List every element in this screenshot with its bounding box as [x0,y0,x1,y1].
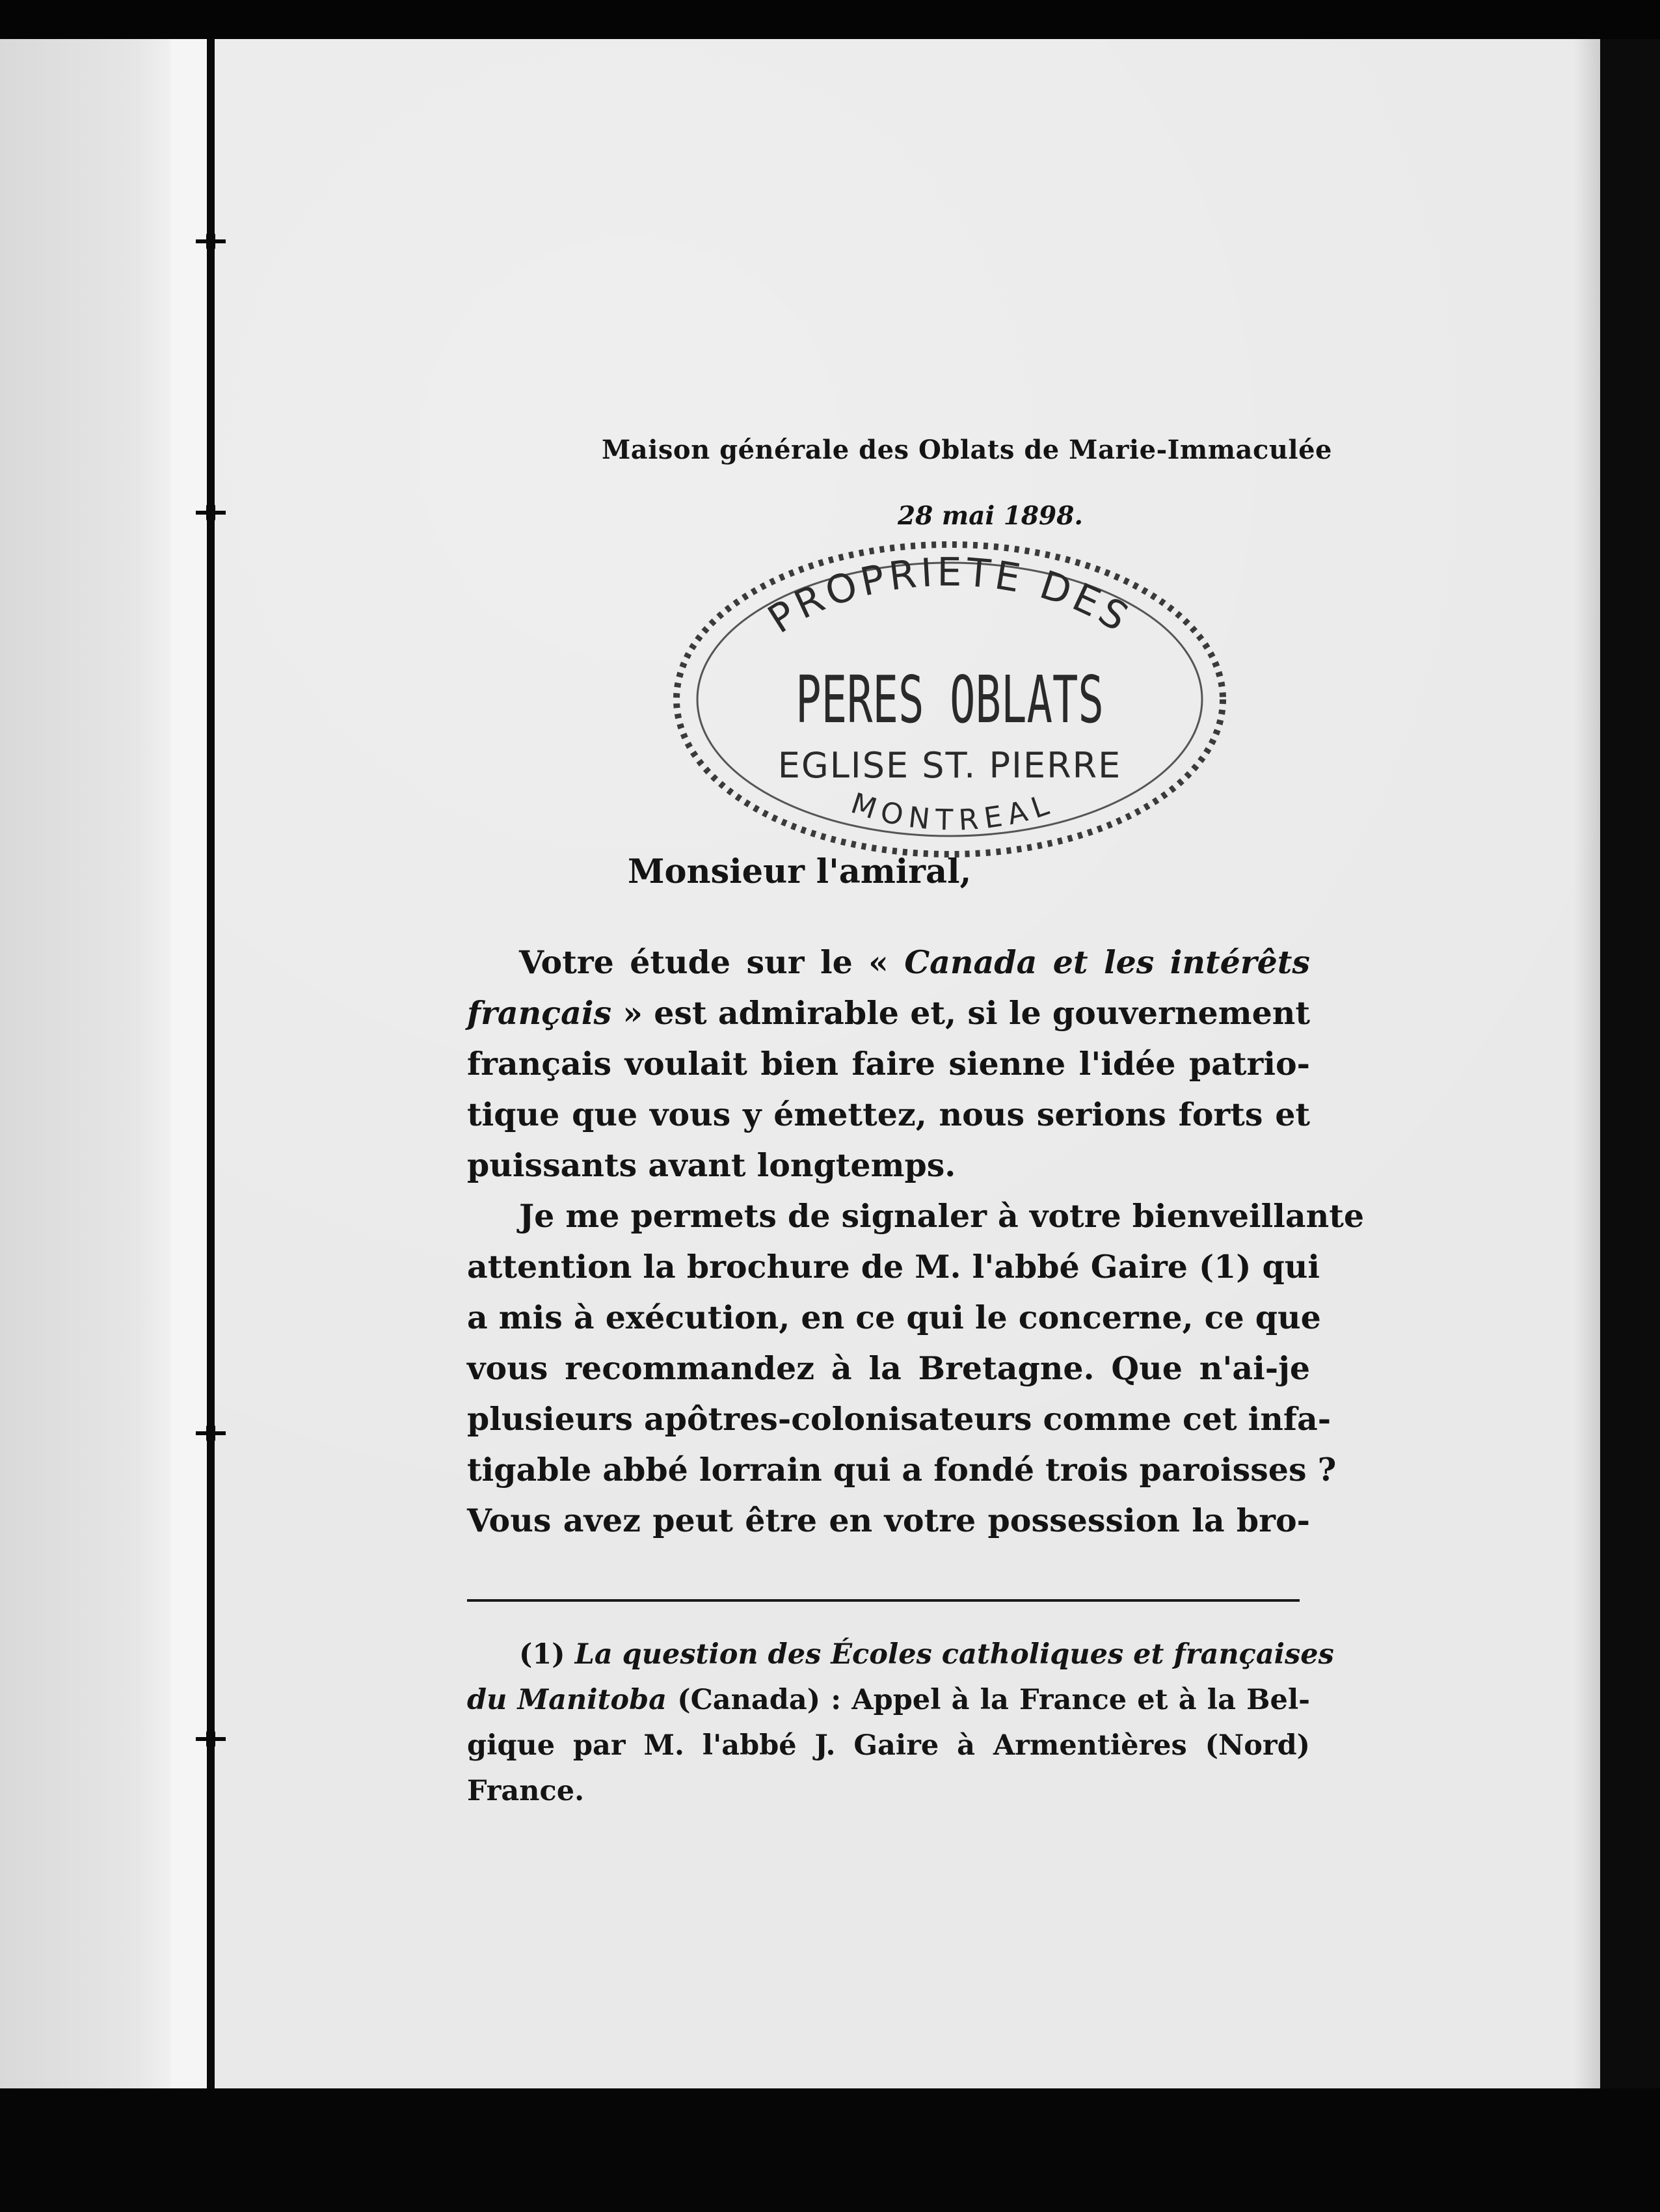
scan-top-border [0,0,1660,39]
institution-heading: Maison générale des Oblats de Marie-Immaculée [602,435,1332,465]
binding-spine [207,39,215,2088]
binding-stitch [196,233,226,250]
letter-date: 28 mai 1898. [898,501,1083,531]
facing-page [0,39,170,2088]
footnote-rule [467,1599,1300,1602]
scan-bottom-border [0,2088,1660,2212]
letter-line: a mis à exécution, en ce qui le concerne, ce que [467,1299,1321,1336]
stamp-church-text: EGLISE ST. PIERRE [777,745,1122,786]
footnote-line: du Manitoba (Canada) : Appel à la France et à la Bel- [467,1684,1310,1716]
letter-line: français voulait bien faire sienne l'idée patrio- [467,1045,1310,1083]
stamp-arc-bottom: MONTREAL [847,787,1059,837]
letter-line: attention la brochure de M. l'abbé Gaire (1) qui [467,1248,1320,1286]
letter-line: Vous avez peut être en votre possession la bro- [467,1502,1310,1539]
letter-line: Je me permets de signaler à votre bienveillante [519,1197,1365,1235]
footnote-line: (1) La question des Écoles catholiques et françaises [519,1638,1334,1671]
binding-stitch [196,504,226,521]
letter-line: puissants avant longtemps. [467,1146,956,1184]
binding-stitch [196,1425,226,1442]
footnote-line: France. [467,1775,585,1807]
letter-line: vous recommandez à la Bretagne. Que n'ai-je [467,1349,1310,1387]
letter-line: tigable abbé lorrain qui a fondé trois paroisses ? [467,1451,1337,1489]
letter-salutation: Monsieur l'amiral, [628,852,972,891]
footnote-line: gique par M. l'abbé J. Gaire à Armentières (Nord) [467,1729,1310,1762]
letter-line: plusieurs apôtres-colonisateurs comme cet infa- [467,1400,1332,1438]
stamp-center-text: PERES OBLATS [796,662,1104,738]
stamp-arc-top: PROPRIETE DES [760,549,1140,643]
letter-body [467,937,1365,1546]
letter-line: Votre étude sur le « Canada et les intérêts [519,943,1310,981]
binding-gutter [170,39,208,2088]
ownership-stamp [650,527,1249,872]
letter-line: tique que vous y émettez, nous serions forts et [467,1096,1310,1133]
binding-stitch [196,1731,226,1747]
footnote [467,1632,1334,1814]
page-edge-shadow [1574,39,1600,2088]
letter-line: français » est admirable et, si le gouvernement [467,994,1310,1032]
